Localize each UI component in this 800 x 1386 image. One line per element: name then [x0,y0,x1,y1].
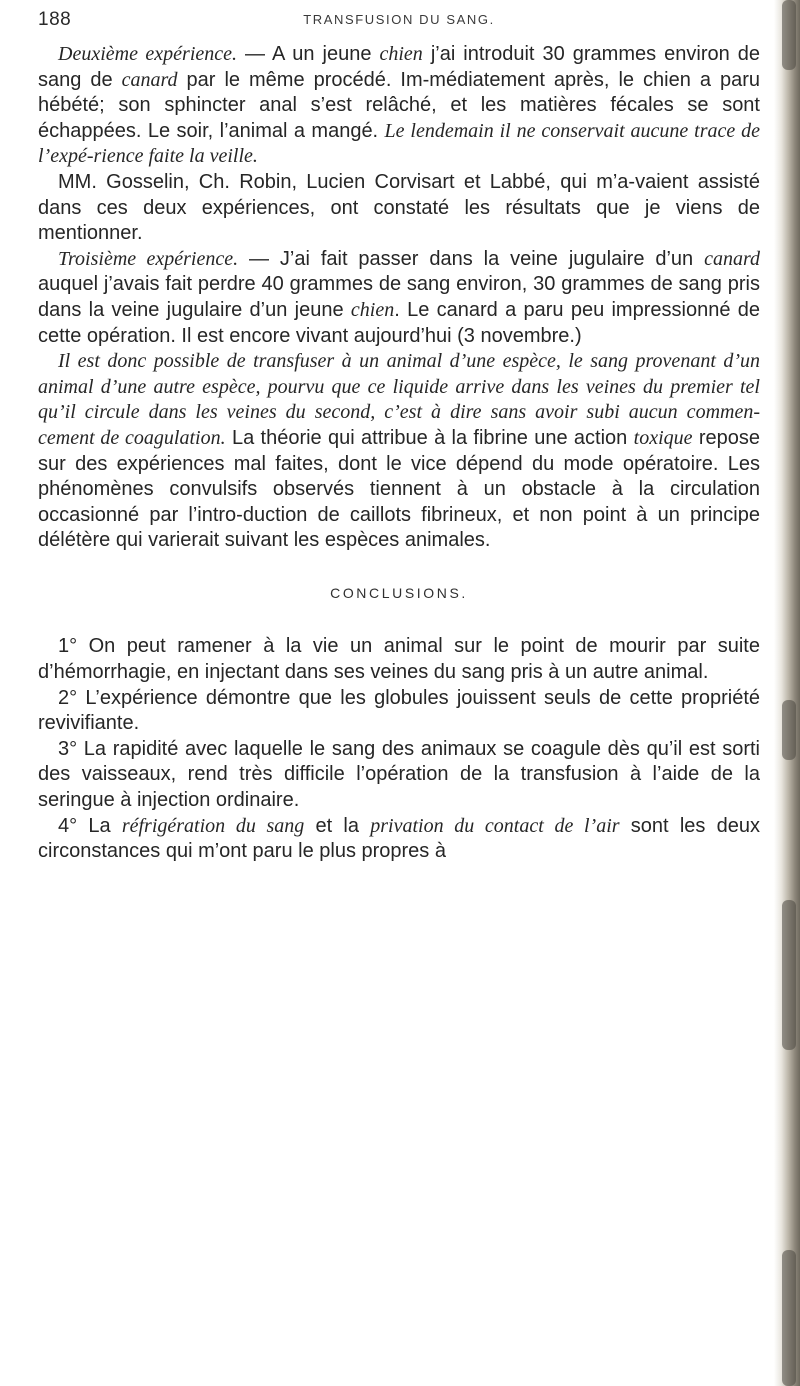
italic-text: chien [350,298,395,321]
paragraph [38,247,760,349]
conclusion-item [38,814,760,865]
conclusions-list [38,634,760,864]
edge-stain [782,1250,796,1386]
italic-text: Deuxième expérience. [58,43,238,65]
text-run: — A un jeune [237,43,380,65]
text-run: 3° La rapidité avec laquelle le sang des animaux se coagule dès qu’il est sorti des vaisseaux, rend très difficile l’opération de la transfusion à l’aide de la seringue à injection ordinaire. [38,737,760,812]
paragraph [38,42,760,170]
section-title: CONCLUSIONS. [330,584,468,601]
text-run: 2° L’expérience démontre que les globules jouissent seuls de cette propriété revivifiante. [38,686,760,735]
text-run: repose sur des expériences mal faites, dont le vice dépend du mode opératoire. Les phénomènes convulsifs observés tiennent à un obstacle à la circulation occasionné par l’intro-duction de caillots fibrineux, et non point à un principe délétère qui varierait suivant les espèces animales. [38,426,760,552]
conclusion-item [38,737,760,814]
italic-text: chien [379,43,423,65]
italic-text: canard [121,68,178,91]
italic-text: réfrigération du sang [121,814,305,837]
paragraph [38,349,760,554]
conclusion-item [38,634,760,685]
italic-text: canard [704,247,760,270]
conclusion-item [38,686,760,737]
text-run: j’ai introduit 30 grammes environ de sang de [38,43,760,91]
text-run: et la [304,814,371,837]
edge-stain [782,700,796,760]
italic-text: Il est donc possible de transfuser à un animal d’une espèce, le sang provenant d’un animal d’une autre espèce, pourvu que ce liquide arrive dans les veines du premier tel qu’il circule dans les veines du second, c’est à dire sans avoir subi aucun commen-cement de coagulation. [38,350,760,449]
text-run: sont les deux circonstances qui m’ont paru le plus propres à [38,814,760,863]
text-run: MM. Gosselin, Ch. Robin, Lucien Corvisart et Labbé, qui m’a-vaient assisté dans ces deux expériences, ont constaté les résultats que je viens de mentionner. [38,170,760,245]
body-paragraphs [38,42,760,554]
italic-text: Troisième expérience. [58,247,239,270]
page-number: 188 [38,9,72,30]
page-edge-shadow [774,0,800,1386]
text-run: auquel j’avais fait perdre 40 grammes de sang environ, 30 grammes de sang pris dans la veine jugulaire d’un jeune [38,273,760,321]
text-run: La théorie qui attribue à la fibrine une action [225,426,634,449]
running-title: TRANSFUSION DU SANG. [303,12,495,27]
edge-stain [782,900,796,1050]
page-header [38,9,760,33]
paragraph [38,170,760,247]
text-run: 1° On peut ramener à la vie un animal sur le point de mourir par suite d’hémorrhagie, en injectant dans ses veines du sang pris à un autre animal. [38,635,760,684]
text-run: par le même procédé. Im-médiatement après, le chien a paru hébété; son sphincter anal s’est relâché, et les matières fécales se sont échappées. Le soir, l’animal a mangé. [38,68,761,142]
edge-stain [782,0,796,70]
text-run: — J’ai fait passer dans la veine jugulaire d’un [238,247,705,270]
italic-text: privation du contact de l’air [370,814,620,837]
italic-text: Le lendemain il ne conservait aucune trace de l’expé-rience faite la veille. [38,119,760,168]
italic-text: toxique [633,426,693,449]
page-body [38,42,760,865]
text-run: 4° La [58,814,122,837]
text-run: . Le canard a paru peu impressionné de cette opération. Il est encore vivant aujourd’hui (3 novembre.) [38,298,760,347]
